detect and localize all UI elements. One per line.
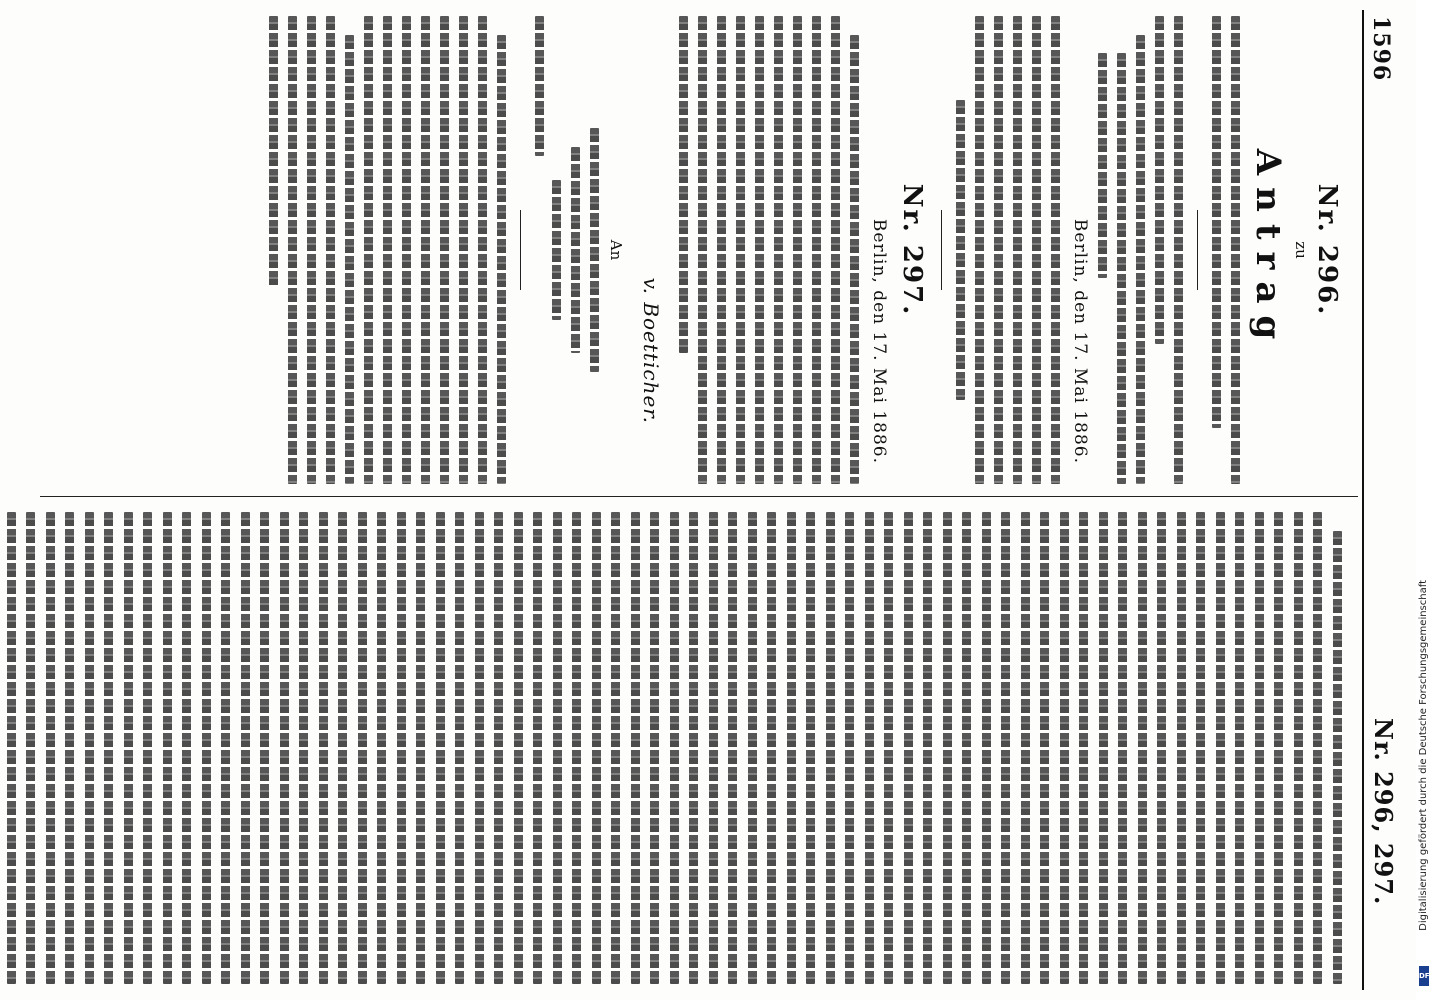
text-line <box>1197 512 1206 984</box>
text-line <box>1177 512 1186 984</box>
text-line <box>850 35 859 484</box>
text-line <box>1136 35 1145 484</box>
left-column <box>40 16 1356 484</box>
text-line <box>698 16 707 484</box>
text-line <box>1174 16 1183 484</box>
text-line <box>535 16 544 156</box>
text-line <box>1212 16 1221 428</box>
item-296-title: Antrag <box>1248 148 1288 352</box>
text-line <box>994 16 1003 484</box>
text-line <box>592 512 601 984</box>
addressee-heading: An <box>607 239 625 261</box>
text-line <box>378 512 387 984</box>
text-line <box>748 512 757 984</box>
right-column-body <box>0 512 1342 984</box>
text-line <box>1216 512 1225 984</box>
text-line <box>612 512 621 984</box>
text-line <box>358 512 367 984</box>
text-line <box>534 512 543 984</box>
text-line <box>982 512 991 984</box>
text-line <box>812 16 821 484</box>
item-297-body <box>679 16 859 484</box>
item-296-body <box>1098 16 1183 484</box>
text-line <box>66 512 75 984</box>
decree-body <box>269 16 506 484</box>
text-line <box>183 512 192 984</box>
text-line <box>421 16 430 484</box>
text-line <box>1080 512 1089 984</box>
text-line <box>846 512 855 984</box>
text-line <box>1155 16 1164 344</box>
text-line <box>885 512 894 984</box>
text-line <box>440 16 449 484</box>
text-line <box>1255 512 1264 984</box>
text-line <box>755 16 764 484</box>
text-line <box>288 16 297 484</box>
text-line <box>1041 512 1050 984</box>
text-line <box>1236 512 1245 984</box>
document-reference <box>535 16 544 156</box>
text-line <box>787 512 796 984</box>
text-line <box>1021 512 1030 984</box>
text-line <box>1119 512 1128 984</box>
text-line <box>497 35 506 484</box>
text-line <box>1117 53 1126 484</box>
text-line <box>571 147 580 353</box>
text-line <box>345 35 354 484</box>
text-line <box>1231 16 1240 484</box>
item-296-signatories <box>956 16 1060 484</box>
signature-name: v. Boetticher. <box>639 277 663 424</box>
text-line <box>904 512 913 984</box>
text-line <box>402 16 411 484</box>
text-line <box>478 16 487 484</box>
text-line <box>553 512 562 984</box>
text-line <box>679 16 688 353</box>
text-line <box>865 512 874 984</box>
text-line <box>144 512 153 984</box>
text-line <box>105 512 114 984</box>
text-line <box>963 512 972 984</box>
text-line <box>1060 512 1069 984</box>
text-line <box>768 512 777 984</box>
text-line <box>326 16 335 484</box>
item-296-number: Nr. 296. <box>1312 183 1342 317</box>
text-line <box>261 512 270 984</box>
text-line <box>307 16 316 484</box>
text-line <box>736 16 745 484</box>
text-line <box>364 16 373 484</box>
text-line <box>417 512 426 984</box>
text-line <box>436 512 445 984</box>
text-line <box>1294 512 1303 984</box>
separator-rule <box>520 210 521 290</box>
text-line <box>807 512 816 984</box>
text-line <box>552 180 561 320</box>
text-line <box>1314 512 1323 984</box>
text-line <box>339 512 348 984</box>
digitization-credit: Digitalisierung gefördert durch die Deutsche Forschungsgemeinschaft <box>1418 580 1429 931</box>
page-number: 1596 <box>1368 16 1394 82</box>
text-line <box>631 512 640 984</box>
item-297-number: Nr. 297. <box>897 183 927 317</box>
text-line <box>46 512 55 984</box>
text-line <box>924 512 933 984</box>
text-line <box>163 512 172 984</box>
text-line <box>943 512 952 984</box>
item-296-zu: zu <box>1292 241 1310 259</box>
text-line <box>269 16 278 287</box>
text-line <box>27 512 36 984</box>
item-296-subtitle-block <box>1212 16 1240 484</box>
text-line <box>573 512 582 984</box>
text-line <box>709 512 718 984</box>
text-line <box>1138 512 1147 984</box>
text-line <box>222 512 231 984</box>
text-line <box>495 512 504 984</box>
text-line <box>1158 512 1167 984</box>
item-297-date: Berlin, den 17. Mai 1886. <box>869 218 889 464</box>
text-line <box>690 512 699 984</box>
text-line <box>1275 512 1284 984</box>
text-line <box>774 16 783 484</box>
text-line <box>383 16 392 484</box>
text-line <box>1013 16 1022 484</box>
text-line <box>793 16 802 484</box>
text-line <box>590 128 599 371</box>
text-line <box>729 512 738 984</box>
text-line <box>651 512 660 984</box>
text-line <box>397 512 406 984</box>
text-line <box>1098 53 1107 278</box>
text-line <box>1333 531 1342 984</box>
text-line <box>1099 512 1108 984</box>
text-line <box>459 16 468 484</box>
text-line <box>300 512 309 984</box>
text-line <box>456 512 465 984</box>
text-line <box>319 512 328 984</box>
right-column <box>40 512 1356 984</box>
text-line <box>124 512 133 984</box>
text-line <box>717 16 726 484</box>
separator-rule <box>941 210 942 290</box>
text-line <box>475 512 484 984</box>
text-line <box>670 512 679 984</box>
text-line <box>826 512 835 984</box>
addressee-block <box>552 16 599 484</box>
separator-rule <box>1197 210 1198 290</box>
header-rule <box>1362 10 1364 990</box>
text-line <box>975 16 984 484</box>
text-line <box>280 512 289 984</box>
text-line <box>956 100 965 400</box>
text-line <box>831 16 840 484</box>
text-line <box>202 512 211 984</box>
column-divider <box>40 496 1358 497</box>
section-numbers: Nr. 296, 297. <box>1369 718 1398 906</box>
text-line <box>7 512 16 984</box>
text-line <box>1032 16 1041 484</box>
digitization-credit-strip <box>1416 0 1435 1000</box>
text-line <box>514 512 523 984</box>
text-line <box>241 512 250 984</box>
text-line <box>1051 16 1060 484</box>
item-296-date: Berlin, den 17. Mai 1886. <box>1070 218 1090 464</box>
text-line <box>1002 512 1011 984</box>
dfg-logo: DFG <box>1419 966 1429 986</box>
text-line <box>85 512 94 984</box>
